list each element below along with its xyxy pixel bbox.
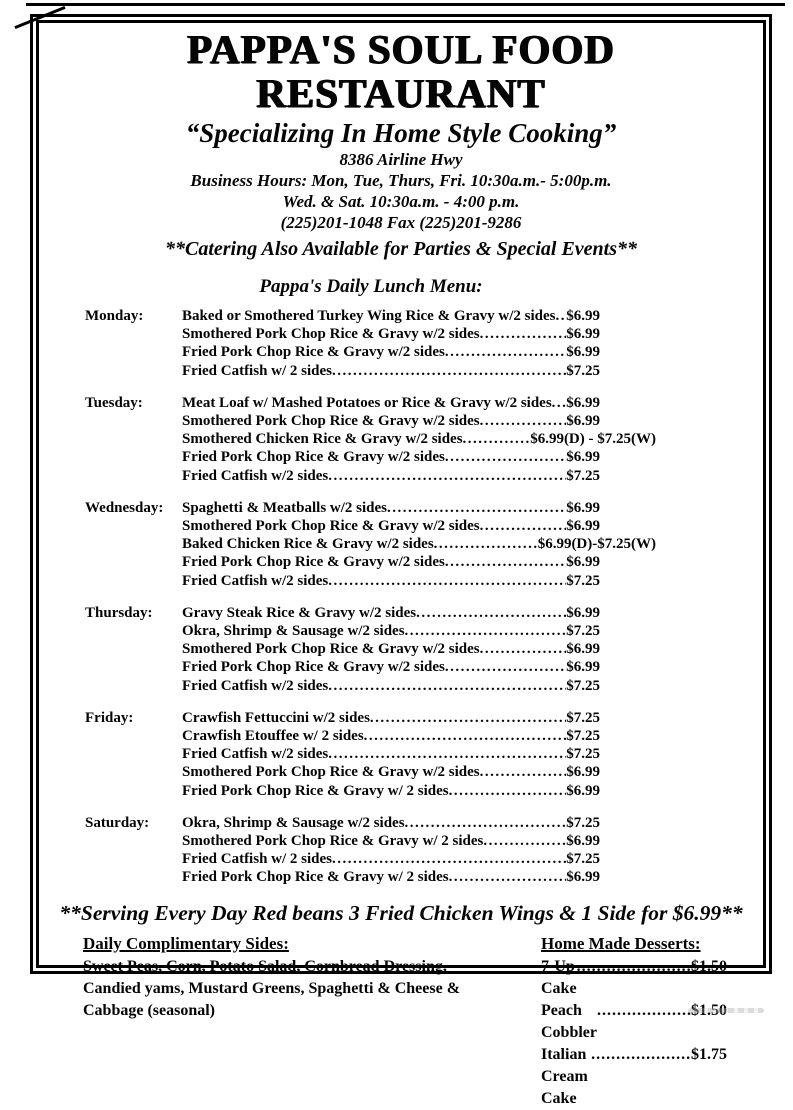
dessert-item-name: Peach Cobbler bbox=[541, 1001, 597, 1041]
dot-leader bbox=[445, 553, 566, 571]
dot-leader bbox=[480, 325, 567, 343]
dot-leader bbox=[328, 572, 566, 590]
day-label: Monday: bbox=[85, 308, 144, 324]
menu-item bbox=[182, 343, 600, 361]
menu-item-name: Fried Catfish w/2 sides bbox=[182, 677, 329, 694]
scan-smudge-artifact bbox=[688, 1008, 764, 1013]
day-block-monday bbox=[39, 307, 763, 380]
dot-leader bbox=[449, 868, 567, 886]
dot-leader bbox=[591, 1044, 691, 1066]
menu-item bbox=[182, 604, 600, 622]
menu-item-name: Smothered Pork Chop Rice & Gravy w/2 sides bbox=[182, 764, 480, 781]
desserts-heading: Home Made Desserts: bbox=[541, 933, 701, 953]
day-items bbox=[182, 709, 600, 800]
menu-item-price: $6.99 bbox=[566, 833, 600, 850]
menu-item-name: Fried Catfish w/ 2 sides bbox=[182, 851, 332, 868]
dot-leader bbox=[416, 604, 566, 622]
business-hours-line2: Wed. & Sat. 10:30a.m. - 4:00 p.m. bbox=[282, 192, 520, 211]
menu-item-price: $6.99 bbox=[566, 413, 600, 430]
day-items bbox=[182, 499, 656, 590]
menu-item-name: Fried Pork Chop Rice & Gravy w/ 2 sides bbox=[182, 782, 449, 799]
daily-lunch-menu-heading: Pappa's Daily Lunch Menu: bbox=[259, 276, 483, 297]
menu-item bbox=[182, 430, 656, 448]
menu-item-price: $7.25 bbox=[566, 623, 600, 640]
menu-item bbox=[182, 412, 600, 430]
phone-fax-line: (225)201-1048 Fax (225)201-9286 bbox=[280, 213, 522, 232]
menu-item-price: $7.25 bbox=[566, 851, 600, 868]
menu-item bbox=[182, 535, 656, 553]
menu-item bbox=[182, 814, 600, 832]
menu-item bbox=[182, 325, 600, 343]
menu-item-price: $6.99 bbox=[566, 518, 600, 535]
day-label: Wednesday: bbox=[85, 499, 164, 516]
dessert-item bbox=[541, 956, 727, 1000]
menu-item-name: Fried Pork Chop Rice & Gravy w/2 sides bbox=[182, 344, 445, 361]
menu-item bbox=[182, 448, 600, 466]
dot-leader bbox=[449, 782, 567, 800]
menu-item bbox=[182, 362, 600, 380]
dot-leader bbox=[405, 814, 567, 832]
dot-leader bbox=[480, 412, 567, 430]
menu-item bbox=[182, 727, 600, 745]
dot-leader bbox=[597, 1000, 691, 1022]
day-items bbox=[182, 604, 600, 695]
everyday-special-banner: **Serving Every Day Red beans 3 Fried Chicken Wings & 1 Side for $6.99** bbox=[59, 900, 743, 925]
dot-leader bbox=[332, 362, 566, 380]
menu-item-name: Fried Pork Chop Rice & Gravy w/2 sides bbox=[182, 659, 445, 676]
dot-leader bbox=[405, 622, 567, 640]
menu-item-price: $6.99 bbox=[566, 554, 600, 571]
dessert-item bbox=[541, 1044, 727, 1110]
day-items bbox=[182, 307, 600, 380]
menu-item bbox=[182, 467, 600, 485]
menu-item-price: $7.25 bbox=[566, 362, 600, 379]
menu-item-name: Crawfish Fettuccini w/2 sides bbox=[182, 709, 370, 726]
menu-item bbox=[182, 868, 600, 886]
menu-item bbox=[182, 553, 600, 571]
menu-item-name: Smothered Pork Chop Rice & Gravy w/ 2 sides bbox=[182, 833, 484, 850]
restaurant-title: PAPPA'S SOUL FOOD RESTAURANT bbox=[187, 26, 615, 116]
menu-item-price: $6.99 bbox=[566, 344, 600, 361]
dot-leader bbox=[577, 956, 691, 978]
complimentary-sides-section bbox=[83, 932, 515, 1110]
dessert-item-name: Italian Cream Cake bbox=[541, 1045, 588, 1107]
day-label: Friday: bbox=[85, 709, 134, 726]
day-label: Tuesday: bbox=[85, 394, 143, 411]
dessert-item-price: $1.75 bbox=[691, 1045, 727, 1063]
day-items bbox=[182, 394, 656, 485]
menu-item bbox=[182, 763, 600, 781]
menu-item-price: $6.99(D) - $7.25(W) bbox=[530, 431, 656, 448]
scan-top-line bbox=[26, 3, 785, 6]
dot-leader bbox=[387, 499, 566, 517]
dot-leader bbox=[556, 307, 567, 325]
menu-item-price: $6.99 bbox=[566, 641, 600, 658]
restaurant-tagline: “Specializing In Home Style Cooking” bbox=[185, 118, 617, 148]
menu-item-name: Smothered Chicken Rice & Gravy w/2 sides bbox=[182, 431, 463, 448]
dot-leader bbox=[552, 394, 567, 412]
menu-item bbox=[182, 832, 600, 850]
menu-item-price: $7.25 bbox=[566, 728, 600, 745]
menu-border-frame bbox=[30, 14, 772, 1107]
dot-leader bbox=[370, 709, 566, 727]
menu-item-name: Smothered Pork Chop Rice & Gravy w/2 sides bbox=[182, 641, 480, 658]
dot-leader bbox=[445, 448, 566, 466]
dessert-item-name: 7-Up Cake bbox=[541, 957, 577, 997]
menu-item-name: Smothered Pork Chop Rice & Gravy w/2 sides bbox=[182, 326, 480, 343]
bottom-columns bbox=[39, 932, 763, 1110]
menu-item-name: Gravy Steak Rice & Gravy w/2 sides bbox=[182, 604, 417, 621]
dot-leader bbox=[445, 658, 566, 676]
day-items bbox=[182, 814, 600, 887]
day-label: Thursday: bbox=[85, 604, 153, 621]
menu-item-price: $6.99 bbox=[566, 764, 600, 781]
menu-item-price: $6.99 bbox=[566, 449, 600, 466]
dot-leader bbox=[328, 677, 566, 695]
day-label: Saturday: bbox=[85, 814, 150, 831]
menu-item-price: $7.25 bbox=[566, 709, 600, 726]
dot-leader bbox=[445, 343, 566, 361]
menu-item-name: Okra, Shrimp & Sausage w/2 sides bbox=[182, 623, 405, 640]
menu-item bbox=[182, 517, 600, 535]
menu-item bbox=[182, 572, 600, 590]
menu-item-price: $7.25 bbox=[566, 677, 600, 694]
menu-item bbox=[182, 499, 600, 517]
menu-item-price: $6.99 bbox=[566, 869, 600, 886]
dessert-item-price: $1.50 bbox=[691, 957, 727, 975]
dot-leader bbox=[434, 535, 538, 553]
day-block-thursday bbox=[39, 604, 763, 695]
menu-item-name: Okra, Shrimp & Sausage w/2 sides bbox=[182, 814, 405, 831]
menu-item bbox=[182, 677, 600, 695]
day-block-wednesday bbox=[39, 499, 763, 590]
dot-leader bbox=[480, 640, 567, 658]
menu-item-name: Fried Catfish w/ 2 sides bbox=[182, 362, 332, 379]
business-hours-line1: Business Hours: Mon, Tue, Thurs, Fri. 10:30a.m.- 5:00p.m. bbox=[190, 171, 612, 190]
menu-item-name: Baked or Smothered Turkey Wing Rice & Gravy w/2 sides bbox=[182, 308, 556, 324]
menu-item-name: Crawfish Etouffee w/ 2 sides bbox=[182, 728, 364, 745]
menu-item-price: $7.25 bbox=[566, 746, 600, 763]
menu-item-name: Meat Loaf w/ Mashed Potatoes or Rice & Gravy w/2 sides bbox=[182, 394, 552, 411]
desserts-section bbox=[541, 932, 727, 1110]
dot-leader bbox=[480, 763, 567, 781]
dot-leader bbox=[328, 467, 566, 485]
dot-leader bbox=[463, 430, 531, 448]
dessert-item-price: $1.50 bbox=[691, 1001, 727, 1019]
menu-item bbox=[182, 709, 600, 727]
menu-item-price: $6.99 bbox=[566, 659, 600, 676]
menu-item bbox=[182, 782, 600, 800]
menu-item-name: Fried Pork Chop Rice & Gravy w/ 2 sides bbox=[182, 869, 449, 886]
dot-leader bbox=[483, 832, 566, 850]
menu-item-price: $6.99 bbox=[566, 394, 600, 411]
menu-item-name: Fried Catfish w/2 sides bbox=[182, 572, 329, 589]
menu-item-price: $6.99 bbox=[566, 308, 600, 324]
menu-item-name: Fried Pork Chop Rice & Gravy w/2 sides bbox=[182, 449, 445, 466]
menu-item-name: Fried Pork Chop Rice & Gravy w/2 sides bbox=[182, 554, 445, 571]
menu-item-name: Fried Catfish w/2 sides bbox=[182, 746, 329, 763]
menu-item bbox=[182, 745, 600, 763]
catering-note: **Catering Also Available for Parties & Special Events** bbox=[164, 238, 638, 260]
dot-leader bbox=[328, 745, 566, 763]
menu-item bbox=[182, 850, 600, 868]
menu-item-name: Spaghetti & Meatballs w/2 sides bbox=[182, 499, 388, 516]
menu-item-price: $7.25 bbox=[566, 467, 600, 484]
day-block-friday bbox=[39, 709, 763, 800]
sides-line: Sweet Peas, Corn, Potato Salad, Cornbread Dressing, bbox=[83, 957, 447, 975]
sides-line: Candied yams, Mustard Greens, Spaghetti & Cheese & bbox=[83, 979, 461, 997]
menu-item-price: $6.99 bbox=[566, 326, 600, 343]
menu-item bbox=[182, 622, 600, 640]
menu-item-price: $6.99 bbox=[566, 782, 600, 799]
dot-leader bbox=[364, 727, 567, 745]
dot-leader bbox=[332, 850, 566, 868]
menu-item-price: $7.25 bbox=[566, 572, 600, 589]
menu-item-name: Smothered Pork Chop Rice & Gravy w/2 sides bbox=[182, 413, 480, 430]
menu-item-price: $7.25 bbox=[566, 814, 600, 831]
menu-item-name: Smothered Pork Chop Rice & Gravy w/2 sides bbox=[182, 518, 480, 535]
sides-heading: Daily Complimentary Sides: bbox=[83, 933, 289, 953]
menu-item-price: $6.99(D)-$7.25(W) bbox=[537, 536, 656, 553]
dessert-item bbox=[541, 1000, 727, 1044]
menu-item-name: Baked Chicken Rice & Gravy w/2 sides bbox=[182, 536, 434, 553]
day-block-tuesday bbox=[39, 394, 763, 485]
dot-leader bbox=[480, 517, 567, 535]
menu-item bbox=[182, 640, 600, 658]
day-block-saturday bbox=[39, 814, 763, 887]
sides-line: Cabbage (seasonal) bbox=[83, 1001, 216, 1019]
menu-item bbox=[182, 307, 600, 325]
menu-item bbox=[182, 658, 600, 676]
menu-item bbox=[182, 394, 600, 412]
restaurant-address: 8386 Airline Hwy bbox=[339, 150, 463, 169]
menu-item-price: $6.99 bbox=[566, 499, 600, 516]
menu-item-price: $6.99 bbox=[566, 604, 600, 621]
menu-item-name: Fried Catfish w/2 sides bbox=[182, 467, 329, 484]
